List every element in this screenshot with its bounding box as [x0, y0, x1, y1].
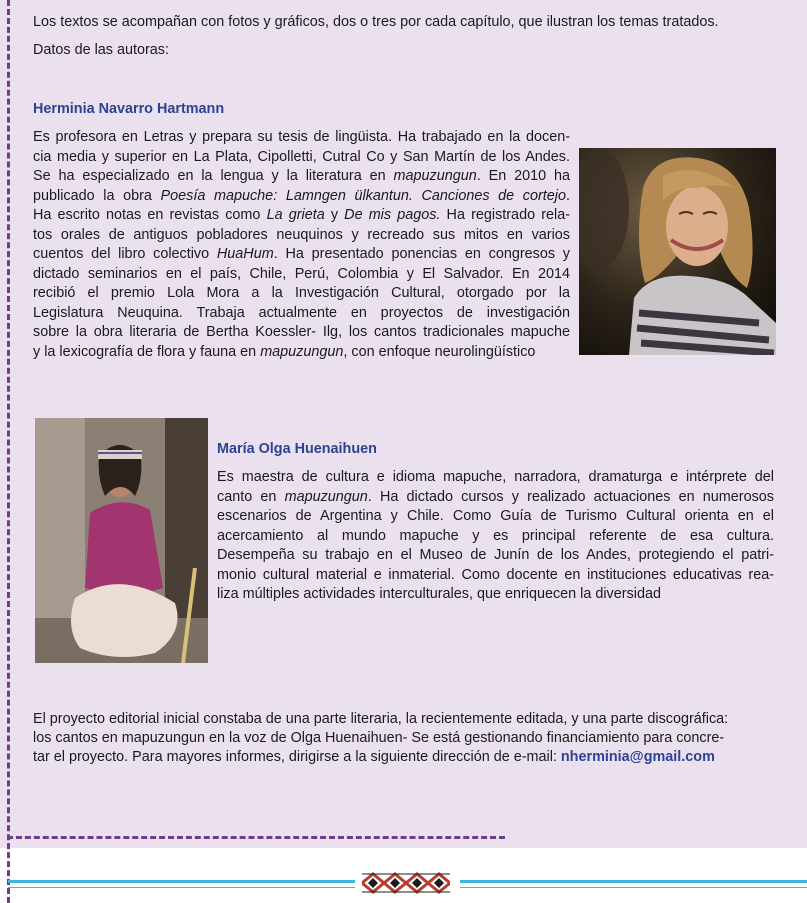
author1-bio-line: recibió el premio Lola Mora a la Investigación Cultural, otorgado por la — [33, 285, 570, 301]
author2-bio — [217, 468, 774, 605]
bottom-dashed-divider — [7, 836, 505, 839]
author2-bio-line: Es maestra de cultura e idioma mapuche, narradora, dramaturga e intérprete del — [217, 469, 774, 485]
author1-bio-line: Se ha especializado en la lengua y la literatura en mapuzungun. En 2010 ha — [33, 168, 570, 184]
author2-bio-line: escenarios de Argentina y Chile. Como Guía de Turismo Cultural orienta en el — [217, 508, 774, 524]
author2-name: María Olga Huenaihuen — [217, 441, 377, 457]
email-link[interactable]: nherminia@gmail.com — [560, 749, 715, 765]
author1-bio-line: cia media y superior en La Plata, Cipolletti, Cutral Co y San Martín de los Andes. — [33, 148, 570, 165]
author1-bio-line: Legislatura Neuquina. Trabaja actualmente en proyectos de investigación — [33, 304, 570, 321]
author1-bio-line: Es profesora en Letras y prepara su tesis de lingüista. Ha trabajado en la docen- — [33, 129, 570, 145]
author1-bio-line: dictado seminarios en el país, Chile, Perú, Colombia y El Salvador. En 2014 — [33, 265, 570, 282]
author1-name: Herminia Navarro Hartmann — [33, 101, 225, 117]
author1-bio — [33, 128, 570, 362]
closing-line-2: los cantos en mapuzungun en la voz de Olga Huenaihuen- Se está gestionando financiamiento para concre- — [33, 730, 725, 746]
footer-rule-left-thin — [8, 887, 355, 888]
author1-bio-line: cuentos del libro colectivo HuaHum. Ha presentado ponencias en congresos y — [33, 246, 570, 262]
author1-bio-line: Ha escrito notas en revistas como La grieta y De mis pagos. Ha registrado rela- — [33, 207, 570, 223]
author1-bio-line: tos orales de antiguos pobladores neuquinos y recreado sus mitos en varios — [33, 226, 570, 243]
author2-bio-line: canto en mapuzungun. Ha dictado cursos y realizado actuaciones en numerosos — [217, 488, 774, 505]
author1-photo — [579, 148, 776, 355]
left-dashed-border — [7, 0, 10, 903]
author1-bio-line: publicado la obra Poesía mapuche: Lamngen ülkantun. Canciones de cortejo. — [33, 187, 571, 204]
intro-line-1: Los textos se acompañan con fotos y gráficos, dos o tres por cada capítulo, que ilustran los temas tratados. — [33, 14, 719, 30]
closing-line-3 — [33, 748, 715, 768]
closing-line-3-text: tar el proyecto. Para mayores informes, dirigirse a la siguiente dirección de e-mail: — [33, 749, 561, 765]
author1-bio-line: y la lexicografía de flora y fauna en mapuzungun, con enfoque neurolingüístico — [33, 343, 536, 360]
author2-photo — [35, 418, 208, 663]
closing-line-1: El proyecto editorial inicial constaba de una parte literaria, la recientemente editada, y una parte discográfica: — [33, 711, 729, 727]
author1-bio-line: sobre la obra literaria de Bertha Koessler- Ilg, los cantos tradicionales mapuche — [33, 324, 570, 340]
author2-bio-line: Desempeña su trabajo en el Museo de Junín de los Andes, protegiendo el patri- — [217, 547, 774, 563]
author2-bio-line: liza múltiples actividades interculturales, que enriquecen la diversidad — [217, 586, 661, 602]
author2-bio-line: monio cultural material e inmaterial. Como docente en instituciones educativas rea- — [217, 566, 774, 583]
intro-line-2: Datos de las autoras: — [33, 42, 169, 58]
footer-rule-right-thin — [460, 887, 807, 888]
footer-rule-left — [8, 880, 355, 883]
footer-rule-right — [460, 880, 807, 883]
ornament-icon — [362, 872, 450, 894]
author2-bio-line: acercamiento al mundo mapuche y es principal referente de esa cultura. — [217, 527, 774, 544]
